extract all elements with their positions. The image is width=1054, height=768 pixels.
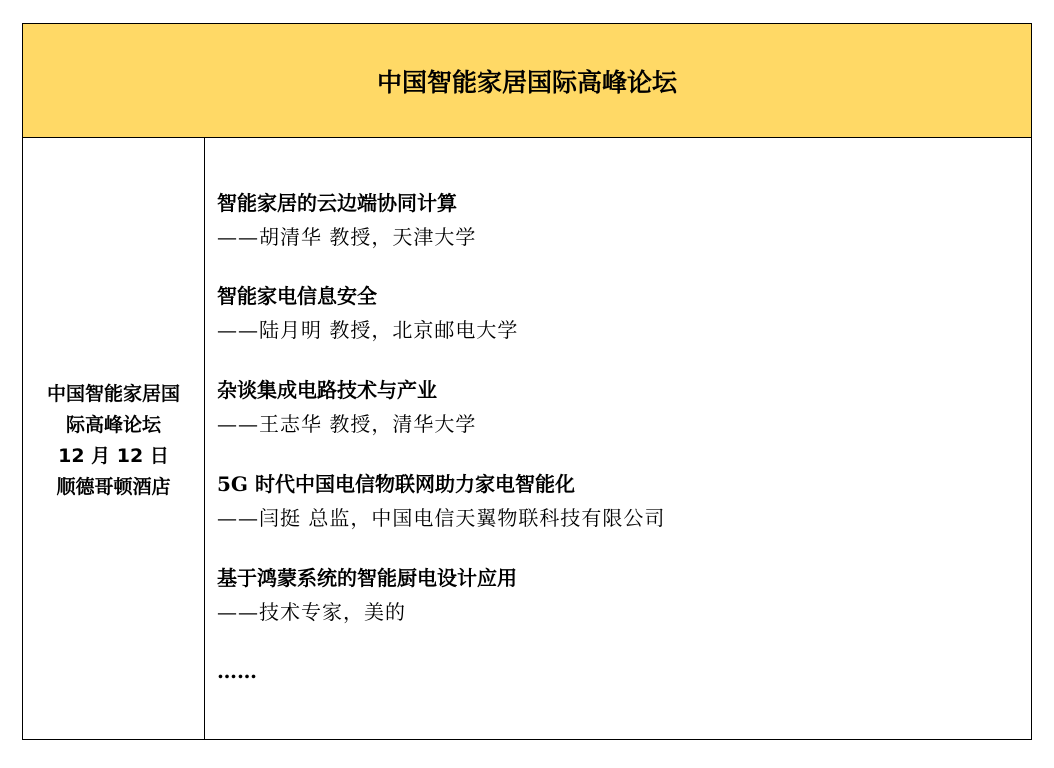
- talk-item-3: [217, 373, 476, 441]
- talk-speaker: ——陆月明 教授，北京邮电大学: [217, 318, 519, 342]
- talk-title: 智能家电信息安全: [217, 284, 377, 308]
- talk-item-4: [217, 467, 665, 535]
- talk-speaker: ——王志华 教授，清华大学: [217, 412, 477, 436]
- talk-item-2: [217, 279, 518, 347]
- more-talks-ellipsis: ……: [217, 659, 257, 683]
- event-name-line-1: 中国智能家居国: [46, 382, 180, 405]
- talk-speaker: ——胡清华 教授，天津大学: [217, 225, 477, 249]
- event-date: 12 月 12 日: [58, 444, 169, 467]
- header-row: [23, 24, 1031, 138]
- event-name-line-2: 际高峰论坛: [65, 413, 161, 436]
- body-row: [23, 138, 1031, 739]
- talk-speaker: ——闫挺 总监，中国电信天翼物联科技有限公司: [217, 506, 666, 530]
- talk-title: 5G 时代中国电信物联网助力家电智能化: [217, 472, 575, 496]
- talk-title: 基于鸿蒙系统的智能厨电设计应用: [217, 566, 517, 590]
- talk-item-5: [217, 561, 517, 629]
- event-info-cell: [23, 138, 205, 739]
- forum-title: 中国智能家居国际高峰论坛: [376, 67, 677, 97]
- talk-title: 杂谈集成电路技术与产业: [217, 378, 437, 402]
- talk-title: 智能家居的云边端协同计算: [217, 191, 457, 215]
- event-venue: 顺德哥顿酒店: [56, 475, 171, 498]
- forum-table: [22, 23, 1032, 740]
- talk-list-cell: [205, 138, 1031, 739]
- talk-speaker: ——技术专家，美的: [217, 600, 406, 624]
- talk-item-1: [217, 186, 476, 254]
